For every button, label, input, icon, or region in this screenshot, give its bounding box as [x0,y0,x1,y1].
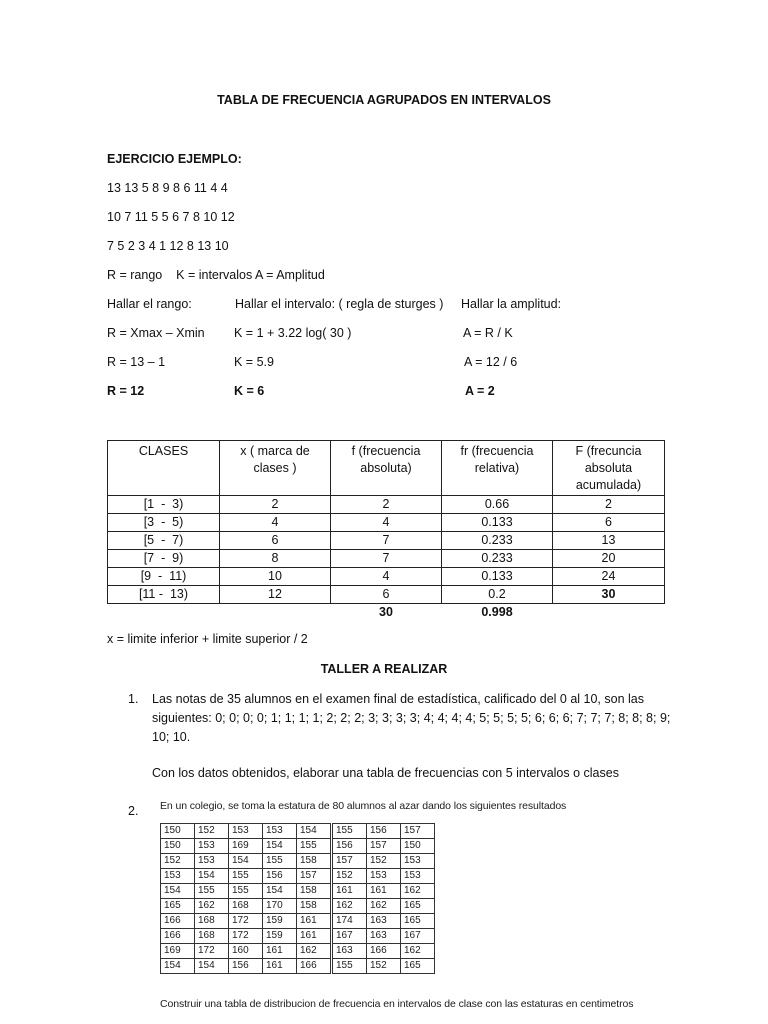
table-row [161,824,435,839]
item-1-instruction: Con los datos obtenidos, elaborar una tabla de frecuencias con 5 intervalos o clases [152,766,619,780]
item-2-footer: Construir una tabla de distribucion de frecuencia en intervalos de clase con las estaturas en centimetros [160,998,634,1010]
height-cell: 156 [367,824,401,839]
cell-f: 6 [331,586,442,604]
heights-table [160,823,435,974]
height-cell: 167 [401,929,435,944]
table-row [161,869,435,884]
header-absolute-frequency: f (frecuencia absoluta) [331,441,442,496]
table-row [161,944,435,959]
cell-class: [7 - 9) [108,550,220,568]
height-cell: 162 [401,884,435,899]
height-cell: 155 [229,869,263,884]
cell-fr: 0.133 [442,514,553,532]
item-2-caption: En un colegio, se toma la estatura de 80 alumnos al azar dando los siguientes resultados [160,800,567,812]
height-cell: 174 [332,914,367,929]
height-cell: 156 [332,839,367,854]
interval-heading: Hallar el intervalo: ( regla de sturges ) [235,297,444,311]
height-cell: 154 [229,854,263,869]
cell-f: 4 [331,568,442,586]
cell-mark: 4 [220,514,331,532]
height-cell: 161 [332,884,367,899]
cell-F: 2 [553,496,665,514]
cell-class: [1 - 3) [108,496,220,514]
cell-class: [3 - 5) [108,514,220,532]
exercise-heading: EJERCICIO EJEMPLO: [107,152,242,166]
height-cell: 155 [332,959,367,974]
totals-row [108,604,665,622]
height-cell: 163 [367,929,401,944]
data-line-3: 7 5 2 3 4 1 12 8 13 10 [107,239,229,253]
height-cell: 160 [229,944,263,959]
height-cell: 162 [195,899,229,914]
amplitude-substitution: A = 12 / 6 [464,355,518,369]
cell-F: 24 [553,568,665,586]
cell-mark: 12 [220,586,331,604]
height-cell: 169 [161,944,195,959]
height-cell: 169 [229,839,263,854]
data-line-1: 13 13 5 8 9 8 6 11 4 4 [107,181,228,195]
cell-F: 20 [553,550,665,568]
range-formula: R = Xmax – Xmin [107,326,205,340]
height-cell: 152 [367,959,401,974]
cell-F: 6 [553,514,665,532]
height-cell: 154 [195,959,229,974]
height-cell: 162 [332,899,367,914]
document-title: TABLA DE FRECUENCIA AGRUPADOS EN INTERVALOS [217,93,551,107]
cell-F: 30 [553,586,665,604]
table-row [108,496,665,514]
height-cell: 150 [161,839,195,854]
cell-fr: 0.133 [442,568,553,586]
item-1-text: Las notas de 35 alumnos en el examen final de estadística, calificado del 0 al 10, son las siguientes: 0; 0; 0; 0; 1; 1; 1; 1; 2; 2; 2; 3; 3; 3; 3; 4; 4; 4; 4; 5; 5; 5; 5; 6; 6; 6; 7; 7; 7; 8; 8; 8; 9; 10; 10. [152,692,671,744]
height-cell: 162 [297,944,332,959]
height-cell: 154 [161,884,195,899]
cell-fr: 0.233 [442,532,553,550]
height-cell: 153 [195,839,229,854]
interval-substitution: K = 5.9 [234,355,274,369]
cell-f: 7 [331,550,442,568]
height-cell: 166 [367,944,401,959]
height-cell: 165 [401,899,435,914]
height-cell: 161 [367,884,401,899]
header-class-mark: x ( marca de clases ) [220,441,331,496]
cell-F: 13 [553,532,665,550]
table-row [108,532,665,550]
range-heading: Hallar el rango: [107,297,192,311]
range-result: R = 12 [107,384,145,398]
cell-f: 7 [331,532,442,550]
height-cell: 163 [332,944,367,959]
cell-fr: 0.233 [442,550,553,568]
height-cell: 165 [161,899,195,914]
height-cell: 153 [195,854,229,869]
height-cell: 166 [161,914,195,929]
workshop-title: TALLER A REALIZAR [320,662,448,676]
height-cell: 156 [229,959,263,974]
table-row [161,899,435,914]
class-mark-formula: x = limite inferior + limite superior / 2 [107,632,308,646]
frequency-table-header-row [108,441,665,496]
height-cell: 156 [263,869,297,884]
height-cell: 153 [401,854,435,869]
height-cell: 158 [297,884,332,899]
height-cell: 155 [195,884,229,899]
table-row [108,586,665,604]
cell-class: [9 - 11) [108,568,220,586]
interval-result: K = 6 [234,384,265,398]
symbols-legend: R = rango K = intervalos A = Amplitud [107,268,325,282]
amplitude-result: A = 2 [465,384,495,398]
cell-mark: 2 [220,496,331,514]
header-cumulative-frequency: F (frecuncia absoluta acumulada) [553,441,665,496]
height-cell: 154 [297,824,332,839]
height-cell: 157 [401,824,435,839]
height-cell: 168 [229,899,263,914]
amplitude-heading: Hallar la amplitud: [461,297,562,311]
height-cell: 172 [229,914,263,929]
table-row [108,550,665,568]
height-cell: 153 [263,824,297,839]
height-cell: 152 [161,854,195,869]
item-2-number: 2. [128,804,139,818]
height-cell: 157 [332,854,367,869]
height-cell: 153 [401,869,435,884]
height-cell: 155 [297,839,332,854]
height-cell: 161 [297,929,332,944]
height-cell: 150 [401,839,435,854]
height-cell: 150 [161,824,195,839]
height-cell: 153 [367,869,401,884]
height-cell: 159 [263,929,297,944]
height-cell: 163 [367,914,401,929]
interval-formula: K = 1 + 3.22 log( 30 ) [234,326,352,340]
total-empty [108,604,220,622]
height-cell: 168 [195,929,229,944]
total-empty [220,604,331,622]
cell-class: [11 - 13) [108,586,220,604]
header-relative-frequency: fr (frecuencia relativa) [442,441,553,496]
cell-mark: 8 [220,550,331,568]
height-cell: 152 [195,824,229,839]
height-cell: 157 [367,839,401,854]
height-cell: 166 [161,929,195,944]
height-cell: 166 [297,959,332,974]
height-cell: 157 [297,869,332,884]
header-clases: CLASES [108,441,220,496]
height-cell: 162 [367,899,401,914]
height-cell: 172 [195,944,229,959]
height-cell: 158 [297,854,332,869]
total-empty [553,604,665,622]
cell-fr: 0.2 [442,586,553,604]
height-cell: 161 [263,944,297,959]
height-cell: 170 [263,899,297,914]
height-cell: 165 [401,959,435,974]
height-cell: 155 [229,884,263,899]
range-substitution: R = 13 – 1 [107,355,166,369]
frequency-table [107,440,665,621]
height-cell: 167 [332,929,367,944]
cell-f: 4 [331,514,442,532]
height-cell: 158 [297,899,332,914]
height-cell: 161 [263,959,297,974]
height-cell: 159 [263,914,297,929]
height-cell: 154 [161,959,195,974]
item-1-number: 1. [128,692,139,706]
height-cell: 168 [195,914,229,929]
height-cell: 155 [332,824,367,839]
height-cell: 152 [367,854,401,869]
cell-mark: 10 [220,568,331,586]
table-row [161,959,435,974]
height-cell: 162 [401,944,435,959]
cell-fr: 0.66 [442,496,553,514]
height-cell: 161 [297,914,332,929]
height-cell: 153 [161,869,195,884]
table-row [161,929,435,944]
height-cell: 155 [263,854,297,869]
height-cell: 152 [332,869,367,884]
data-line-2: 10 7 11 5 5 6 7 8 10 12 [107,210,235,224]
height-cell: 154 [263,839,297,854]
table-row [161,839,435,854]
table-row [161,854,435,869]
table-row [161,914,435,929]
table-row [108,514,665,532]
total-f: 30 [379,605,393,619]
total-fr: 0.998 [481,605,513,619]
cell-class: [5 - 7) [108,532,220,550]
height-cell: 165 [401,914,435,929]
height-cell: 172 [229,929,263,944]
amplitude-formula: A = R / K [463,326,513,340]
height-cell: 153 [229,824,263,839]
height-cell: 154 [263,884,297,899]
cell-mark: 6 [220,532,331,550]
height-cell: 154 [195,869,229,884]
cell-f: 2 [331,496,442,514]
table-row [161,884,435,899]
table-row [108,568,665,586]
